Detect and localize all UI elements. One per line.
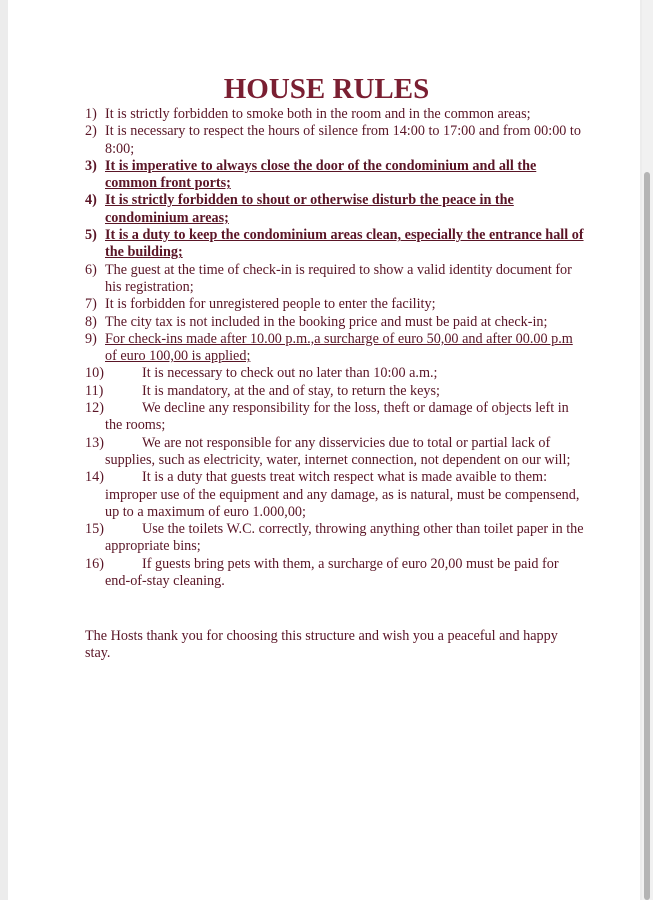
rule-number: 12)	[85, 400, 104, 417]
rule-text: We decline any responsibility for the loss, theft or damage of objects left in the rooms;	[105, 400, 569, 434]
rule-number: 7)	[85, 296, 97, 313]
rule-number: 9)	[85, 330, 97, 347]
rule-text: It is forbidden for unregistered people to enter the facility;	[105, 296, 436, 313]
rule-item-13	[85, 435, 585, 470]
rule-item-4	[85, 192, 585, 227]
rule-item-7	[85, 296, 585, 313]
rule-text: For check-ins made after 10.00 p.m.,a surcharge of euro 50,00 and after 00.00 p.m of euro 100,00 is applied;	[105, 330, 573, 365]
rule-item-8	[85, 314, 585, 331]
scrollbar-thumb[interactable]	[644, 172, 650, 900]
rule-text: It is strictly forbidden to smoke both in the room and in the common areas;	[105, 106, 531, 122]
rule-text: If guests bring pets with them, a surcharge of euro 20,00 must be paid for end-of-stay cleaning.	[105, 555, 559, 590]
rule-text: It is a duty to keep the condominium areas clean, especially the entrance hall of the building;	[105, 227, 584, 261]
rule-text: It is mandatory, at the and of stay, to return the keys;	[142, 382, 440, 399]
rule-number: 4)	[85, 192, 97, 209]
house-rules-list	[85, 106, 585, 590]
rule-number: 6)	[85, 261, 97, 278]
rule-item-10	[85, 365, 585, 382]
rule-item-5	[85, 227, 585, 262]
vertical-scrollbar[interactable]	[642, 0, 653, 900]
rule-number: 11)	[85, 382, 104, 399]
rule-number: 2)	[85, 123, 97, 140]
rule-item-2	[85, 123, 585, 158]
page-title: HOUSE RULES	[223, 73, 430, 105]
rule-item-15	[85, 521, 585, 556]
rule-text: It is strictly forbidden to shout or otherwise disturb the peace in the condominium areas;	[105, 192, 514, 226]
rule-item-3	[85, 158, 585, 193]
rule-item-14	[85, 469, 585, 521]
rule-text: The city tax is not included in the booking price and must be paid at check-in;	[105, 313, 548, 330]
rule-item-16	[85, 556, 585, 591]
rule-item-6	[85, 262, 585, 297]
rule-text: Use the toilets W.C. correctly, throwing anything other than toilet paper in the appropriate bins;	[105, 521, 584, 555]
rule-item-11	[85, 383, 585, 400]
rule-number: 13)	[85, 434, 104, 451]
rule-number: 14)	[85, 469, 104, 486]
closing-message: The Hosts thank you for choosing this structure and wish you a peaceful and happy stay.	[85, 628, 558, 662]
rule-number: 5)	[85, 227, 97, 244]
rule-item-12	[85, 400, 585, 435]
rule-text: It is imperative to always close the door of the condominium and all the common front ports;	[105, 157, 537, 192]
rule-number: 10)	[85, 365, 104, 382]
rule-text: It is necessary to check out no later than 10:00 a.m.;	[142, 365, 438, 382]
rule-item-9	[85, 331, 585, 366]
rule-text: It is a duty that guests treat witch respect what is made avaible to them: improper use of the equipment and any damage, as is natural, must be compensend, up to a maximum of euro 1.000,00;	[105, 469, 580, 520]
rule-text: We are not responsible for any disservicies due to total or partial lack of supplies, such as electricity, water, internet connection, not dependent on our will;	[105, 434, 571, 468]
rule-number: 3)	[85, 157, 97, 174]
rule-text: The guest at the time of check-in is required to show a valid identity document for his registration;	[105, 261, 572, 295]
rule-number: 16)	[85, 555, 104, 572]
rule-number: 15)	[85, 521, 104, 538]
rule-number: 1)	[85, 106, 97, 122]
rule-text: It is necessary to respect the hours of silence from 14:00 to 17:00 and from 00:00 to 8:00;	[105, 123, 581, 157]
rule-item-1	[85, 106, 585, 123]
rule-number: 8)	[85, 313, 97, 330]
